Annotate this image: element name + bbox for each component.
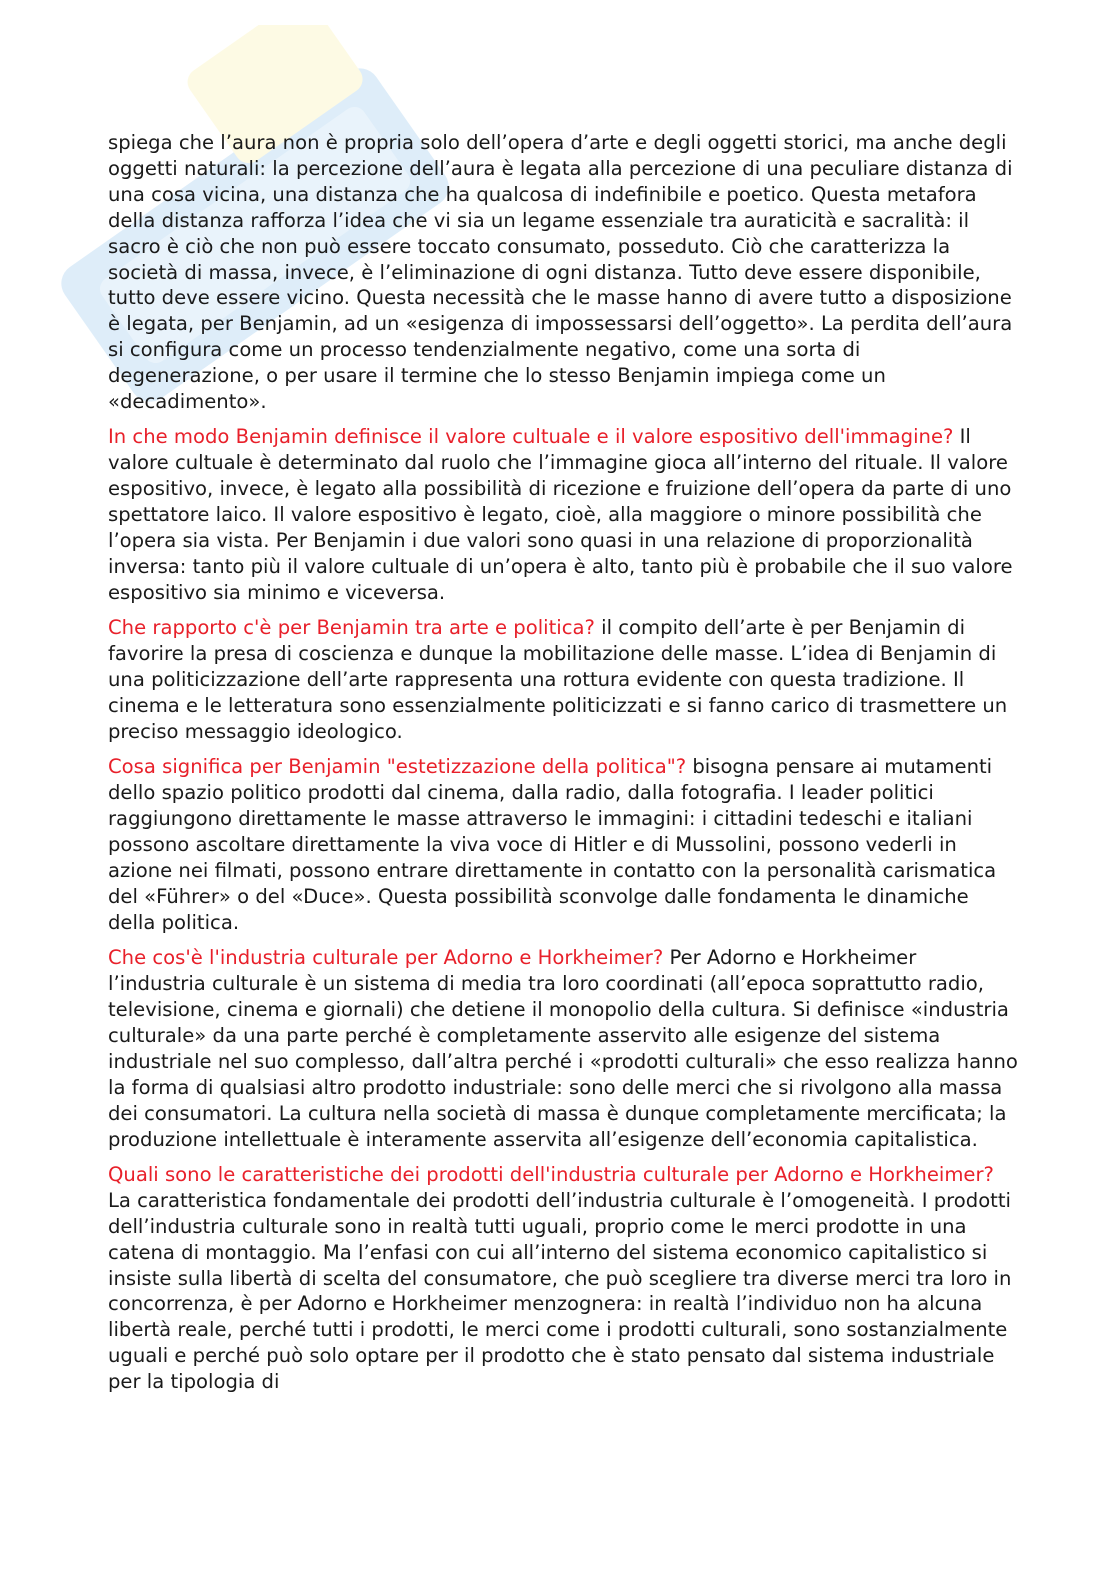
qa-paragraph — [108, 424, 1018, 605]
question-text: In che modo Benjamin definisce il valore cultuale e il valore espositivo dell'immagine? — [108, 425, 954, 449]
question-text: Quali sono le caratteristiche dei prodotti dell'industria culturale per Adorno e Horkheimer? — [108, 1162, 994, 1186]
answer-text: il compito dell’arte è per Benjamin di favorire la presa di coscienza e dunque la mobilitazione delle masse. L’idea di Benjamin di una politicizzazione dell’arte rappresenta una rottura evidente con questa tradizione. Il cinema e le letteratura sono essenzialmente politicizzati e si fanno carico di trasmettere un preciso messaggio ideologico. — [108, 616, 1008, 743]
answer-text: Il valore cultuale è determinato dal ruolo che l’immagine gioca all’interno del rituale. Il valore espositivo, invece, è legato alla possibilità di ricezione e fruizione dell’opera da parte di uno spettatore laico. Il valore espositivo è legato, cioè, alla maggiore o minore possibilità che l’opera sia vista. Per Benjamin i due valori sono quasi in una relazione di proporzionalità inversa: tanto più il valore cultuale di un’opera è alto, tanto più è probabile che il suo valore espositivo sia minimo e viceversa. — [108, 425, 1013, 604]
qa-paragraph — [108, 1162, 1018, 1395]
question-text: Cosa significa per Benjamin "estetizzazione della politica"? — [108, 755, 687, 779]
answer-text: bisogna pensare ai mutamenti dello spazio politico prodotti dal cinema, dalla radio, dalla fotografia. I leader politici raggiungono direttamente le masse attraverso le immagini: i cittadini tedeschi e italiani possono ascoltare direttamente la viva voce di Hitler e di Mussolini, possono vederli in azione nei filmati, possono entrare direttamente in contatto con la personalità carismatica del «Führer» o del «Duce». Questa possibilità sconvolge dalle fondamenta le dinamiche della politica. — [108, 755, 997, 934]
question-text: Che rapporto c'è per Benjamin tra arte e politica? — [108, 616, 595, 640]
qa-paragraph — [108, 945, 1018, 1152]
answer-text: La caratteristica fondamentale dei prodotti dell’industria culturale è l’omogeneità. I prodotti dell’industria culturale sono in realtà tutti uguali, proprio come le merci prodotte in una catena di montaggio. Ma l’enfasi con cui all’interno del sistema economico capitalistico si insiste sulla libertà di scelta del consumatore, che può scegliere tra diverse merci tra loro in concorrenza, è per Adorno e Horkheimer menzognera: in realtà l’individuo non ha alcuna libertà reale, perché tutti i prodotti, le merci come i prodotti culturali, sono sostanzialmente uguali e perché può solo optare per il prodotto che è stato pensato dal sistema industriale per la tipologia di — [108, 1188, 1012, 1394]
document-page — [108, 130, 1018, 1405]
qa-paragraph — [108, 754, 1018, 935]
question-text: Che cos'è l'industria culturale per Adorno e Horkheimer? — [108, 946, 664, 970]
intro-paragraph: spiega che l’aura non è propria solo dell’opera d’arte e degli oggetti storici, ma anche degli oggetti naturali: la percezione dell’aura è legata alla percezione di una peculiare distanza di una cosa vicina, una distanza che ha qualcosa di indefinibile e poetico. Questa metafora della distanza rafforza l’idea che vi sia un legame essenziale tra auraticità e sacralità: il sacro è ciò che non può essere toccato consumato, posseduto. Ciò che caratterizza la società di massa, invece, è l’eliminazione di ogni distanza. Tutto deve essere disponibile, tutto deve essere vicino. Questa necessità che le masse hanno di avere tutto a disposizione è legata, per Benjamin, ad un «esigenza di impossessarsi dell’oggetto». La perdita dell’aura si configura come un processo tendenzialmente negativo, come una sorta di degenerazione, o per usare il termine che lo stesso Benjamin impiega come un «decadimento». — [108, 131, 1013, 414]
qa-paragraph — [108, 615, 1018, 745]
answer-text: Per Adorno e Horkheimer l’industria culturale è un sistema di media tra loro coordinati (all’epoca soprattutto radio, televisione, cinema e giornali) che detiene il monopolio della cultura. Si definisce «industria culturale» da una parte perché è completamente asservito alle esigenze del sistema industriale nel suo complesso, dall’altra perché i «prodotti culturali» che esso realizza hanno la forma di qualsiasi altro prodotto industriale: sono delle merci che si rivolgono alla massa dei consumatori. La cultura nella società di massa è dunque completamente mercificata; la produzione intellettuale è interamente asservita all’esigenze dell’economia capitalistica. — [108, 946, 1018, 1151]
